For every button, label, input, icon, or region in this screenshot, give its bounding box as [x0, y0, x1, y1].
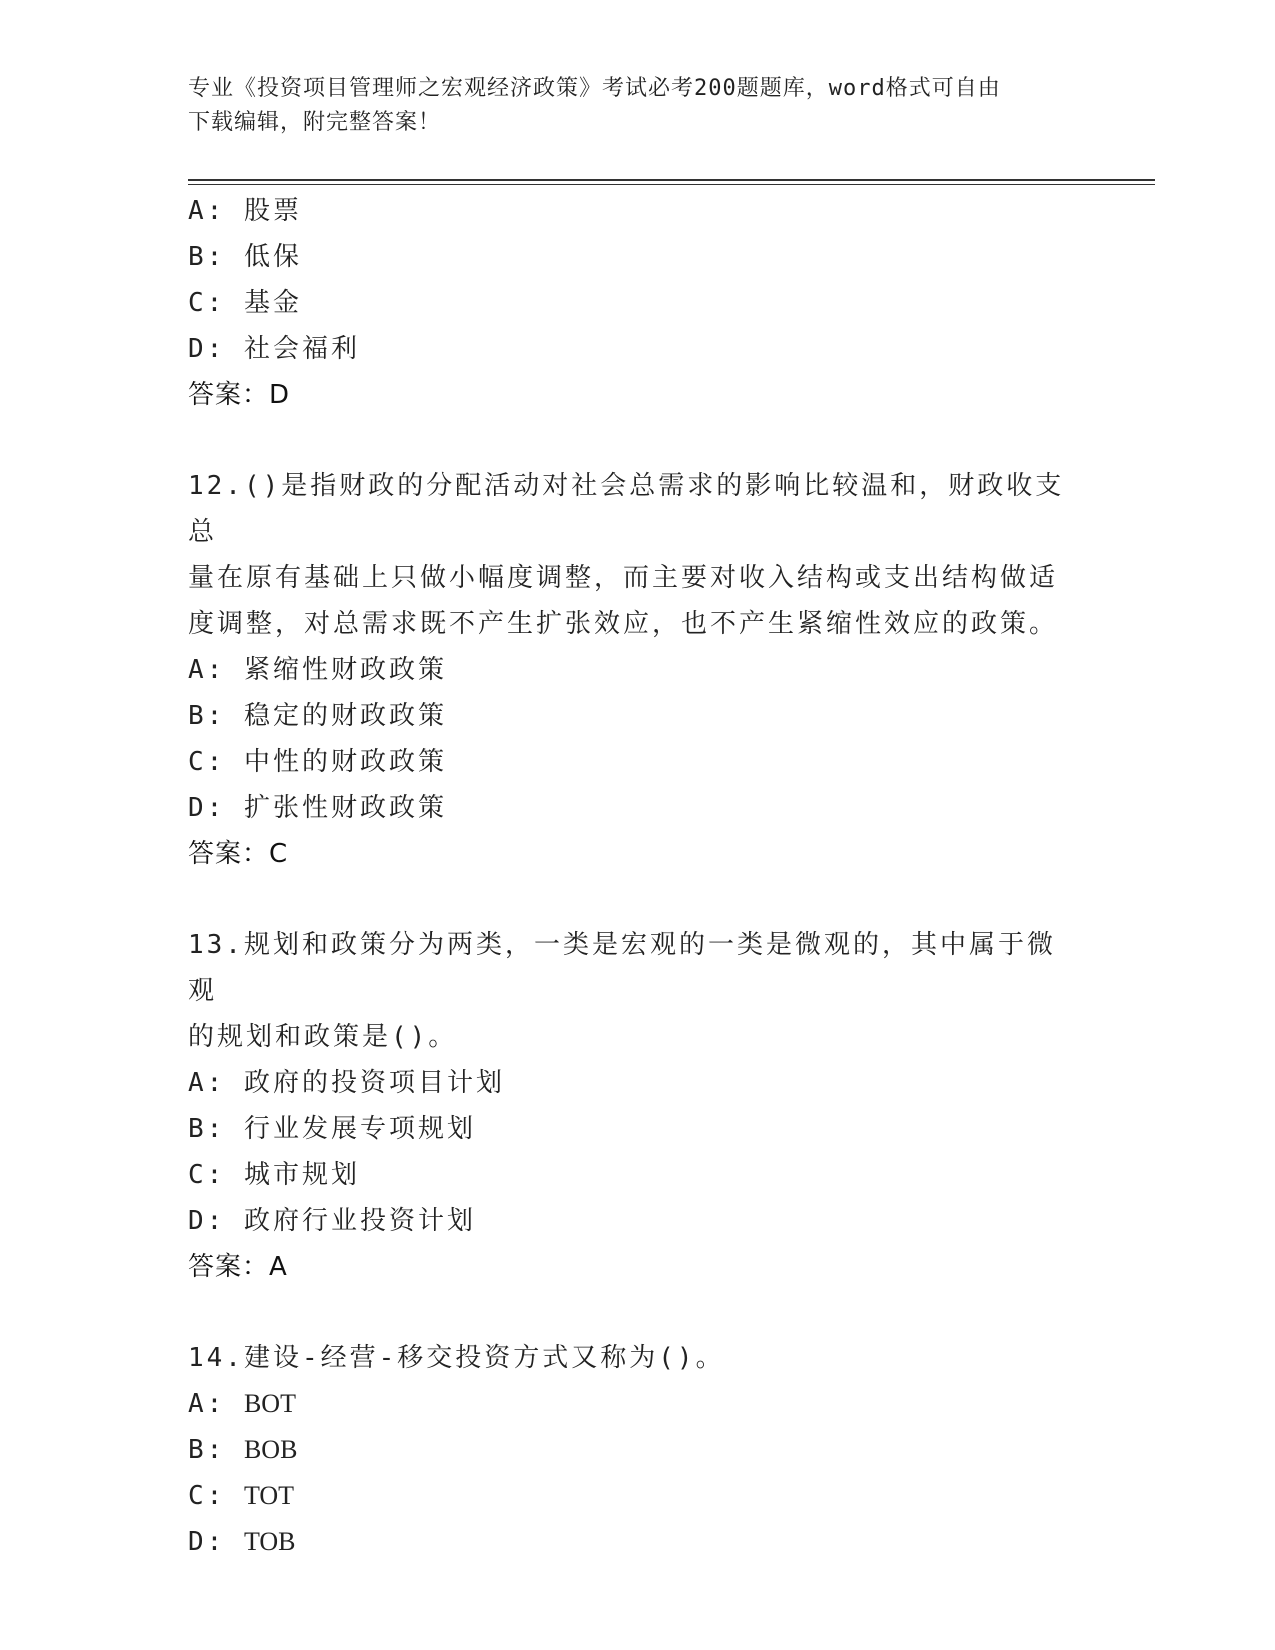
question-11	[188, 188, 1088, 418]
question-12	[188, 463, 1088, 877]
option-text: 稳定的财政政策	[243, 701, 447, 731]
option-letter: C:	[188, 1160, 226, 1190]
stem-line: 14.建设-经营-移交投资方式又称为()。	[188, 1343, 725, 1373]
option-text: TOB	[243, 1527, 296, 1556]
option-letter: D:	[188, 334, 226, 364]
option-letter: D:	[188, 1527, 226, 1557]
question-13	[188, 922, 1088, 1290]
option-text: 扩张性财政政策	[243, 793, 447, 823]
header-line-1: 专业《投资项目管理师之宏观经济政策》考试必考200题题库，word格式可自由	[188, 76, 1001, 101]
spacer	[188, 1290, 1088, 1335]
question-stem	[188, 463, 1078, 647]
answer-line: 答案：D	[188, 380, 291, 410]
question-14	[188, 1335, 1088, 1565]
option-letter: A:	[188, 655, 226, 685]
option-a	[188, 188, 1088, 234]
option-letter: D:	[188, 793, 226, 823]
stem-line: 12.()是指财政的分配活动对社会总需求的影响比较温和，财政收支总	[188, 471, 1065, 547]
option-d	[188, 326, 1088, 372]
document-header	[188, 72, 1088, 140]
option-text: TOT	[243, 1481, 295, 1510]
option-c	[188, 1152, 1088, 1198]
option-c	[188, 739, 1088, 785]
answer-line: 答案：C	[188, 839, 289, 869]
option-letter: B:	[188, 1435, 226, 1465]
option-text: 低保	[243, 242, 302, 272]
option-text: 政府行业投资计划	[243, 1206, 476, 1236]
option-text: 社会福利	[243, 334, 360, 364]
option-text: 政府的投资项目计划	[243, 1068, 505, 1098]
header-divider-thick	[188, 179, 1155, 181]
option-b	[188, 234, 1088, 280]
option-letter: A:	[188, 1068, 226, 1098]
option-text: BOB	[243, 1435, 298, 1464]
option-d	[188, 785, 1088, 831]
option-d	[188, 1198, 1088, 1244]
option-a	[188, 1060, 1088, 1106]
option-letter: C:	[188, 1481, 226, 1511]
option-letter: C:	[188, 288, 226, 318]
option-b	[188, 1106, 1088, 1152]
header-line-2: 下载编辑，附完整答案！	[188, 110, 442, 135]
option-c	[188, 280, 1088, 326]
stem-line: 度调整，对总需求既不产生扩张效应，也不产生紧缩性效应的政策。	[188, 609, 1059, 639]
option-text: 股票	[243, 196, 302, 226]
option-letter: B:	[188, 701, 226, 731]
option-letter: B:	[188, 1114, 226, 1144]
stem-line: 的规划和政策是()。	[188, 1022, 458, 1052]
question-stem	[188, 1335, 1078, 1381]
option-letter: A:	[188, 1389, 226, 1419]
option-c	[188, 1473, 1088, 1519]
option-d	[188, 1519, 1088, 1565]
option-letter: C:	[188, 747, 226, 777]
answer-line: 答案：A	[188, 1252, 288, 1282]
stem-line: 量在原有基础上只做小幅度调整，而主要对收入结构或支出结构做适	[188, 563, 1059, 593]
option-text: 行业发展专项规划	[243, 1114, 476, 1144]
question-stem	[188, 922, 1078, 1060]
question-list	[188, 188, 1088, 1565]
option-b	[188, 1427, 1088, 1473]
option-text: BOT	[243, 1389, 296, 1418]
spacer	[188, 877, 1088, 922]
option-letter: D:	[188, 1206, 226, 1236]
option-b	[188, 693, 1088, 739]
option-text: 城市规划	[243, 1160, 360, 1190]
header-divider-thin	[188, 184, 1155, 185]
option-letter: A:	[188, 196, 226, 226]
stem-line: 13.规划和政策分为两类，一类是宏观的一类是微观的，其中属于微观	[188, 930, 1056, 1006]
spacer	[188, 418, 1088, 463]
option-text: 中性的财政政策	[243, 747, 447, 777]
option-a	[188, 647, 1088, 693]
option-letter: B:	[188, 242, 226, 272]
option-text: 紧缩性财政政策	[243, 655, 447, 685]
option-a	[188, 1381, 1088, 1427]
option-text: 基金	[243, 288, 302, 318]
